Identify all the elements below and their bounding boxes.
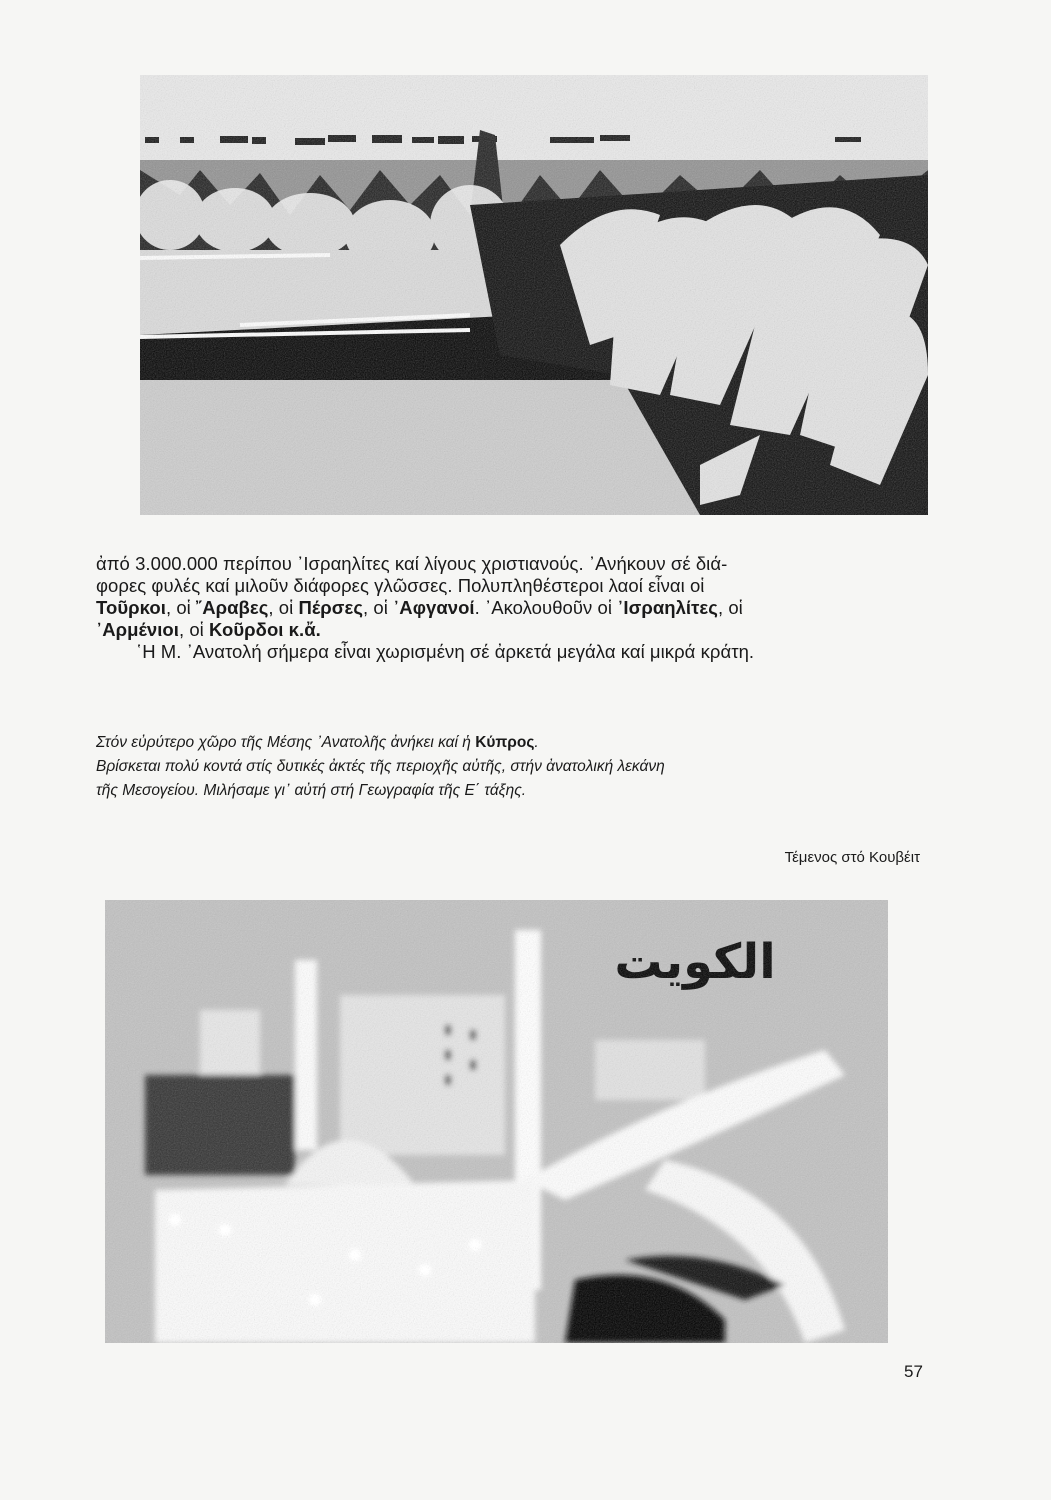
text-segment: . (534, 734, 539, 751)
body-line-5 (96, 641, 904, 663)
camels-photo-illustration (140, 75, 928, 515)
page-number: 57 (904, 1362, 923, 1381)
text-segment: Στόν εὐρύτερο χῶρο τῆς Μέσης ᾿Ανατολῆς ἀνήκει καί ἡ (96, 734, 476, 751)
bold-term-arabs: ῎Αραβες (196, 597, 269, 618)
body-line-2 (96, 575, 904, 597)
photo-caption: Τέμενος στό Κουβέιτ (784, 849, 920, 866)
body-line-1 (96, 553, 904, 575)
text-segment: ῾Η Μ. ᾿Ανατολή σήμερα εἶναι χωρισμένη σέ ἀρκετά μεγάλα καί μικρά κράτη. (136, 641, 755, 662)
text-segment: , οἱ (165, 597, 197, 618)
bold-term-afghans: ᾿Αφγανοί (393, 597, 475, 618)
text-segment: , οἱ (178, 619, 210, 640)
italic-note-cyprus (96, 731, 904, 803)
bold-term-cyprus: Κύπρος (475, 734, 535, 751)
bold-term-persians: Πέρσες (298, 597, 363, 618)
note-line-1 (96, 731, 904, 755)
body-paragraph (96, 553, 904, 663)
note-line-2: Βρίσκεται πολύ κοντά στίς δυτικές ἀκτές τῆς περιοχῆς αὐτῆς, στήν ἀνατολική λεκάνη (96, 758, 665, 775)
bold-term-armenians: ᾿Αρμένιοι (96, 619, 179, 640)
text-segment: φορες φυλές καί μιλοῦν διάφορες γλῶσσες. Πολυπληθέστεροι λαοί εἶναι οἱ (96, 575, 705, 596)
text-segment: , οἱ (363, 597, 394, 618)
body-line-4 (96, 619, 904, 641)
bold-term-israelites: ᾿Ισραηλίτες (617, 597, 718, 618)
photo-kuwait-mosque (105, 900, 888, 1343)
text-segment: , οἱ (717, 597, 743, 618)
text-segment: , οἱ (268, 597, 299, 618)
photo-camels-at-trough (140, 75, 928, 515)
bold-term-turks: Τοῦρκοι (96, 597, 166, 618)
bold-term-kurds: Κοῦρδοι κ.ἄ. (209, 619, 321, 640)
body-line-3 (96, 597, 904, 619)
text-segment: ἀπό 3.000.000 περίπου ᾿Ισραηλίτες καί λίγους χριστιανούς. ᾿Ανήκουν σέ διά- (96, 553, 728, 574)
note-line-3: τῆς Μεσογείου. Μιλήσαμε γι᾿ αὐτή στή Γεωγραφία τῆς Ε΄ τάξης. (96, 782, 527, 799)
mosque-photo-illustration (105, 900, 888, 1343)
text-segment: . ᾿Ακολουθοῦν οἱ (474, 597, 618, 618)
